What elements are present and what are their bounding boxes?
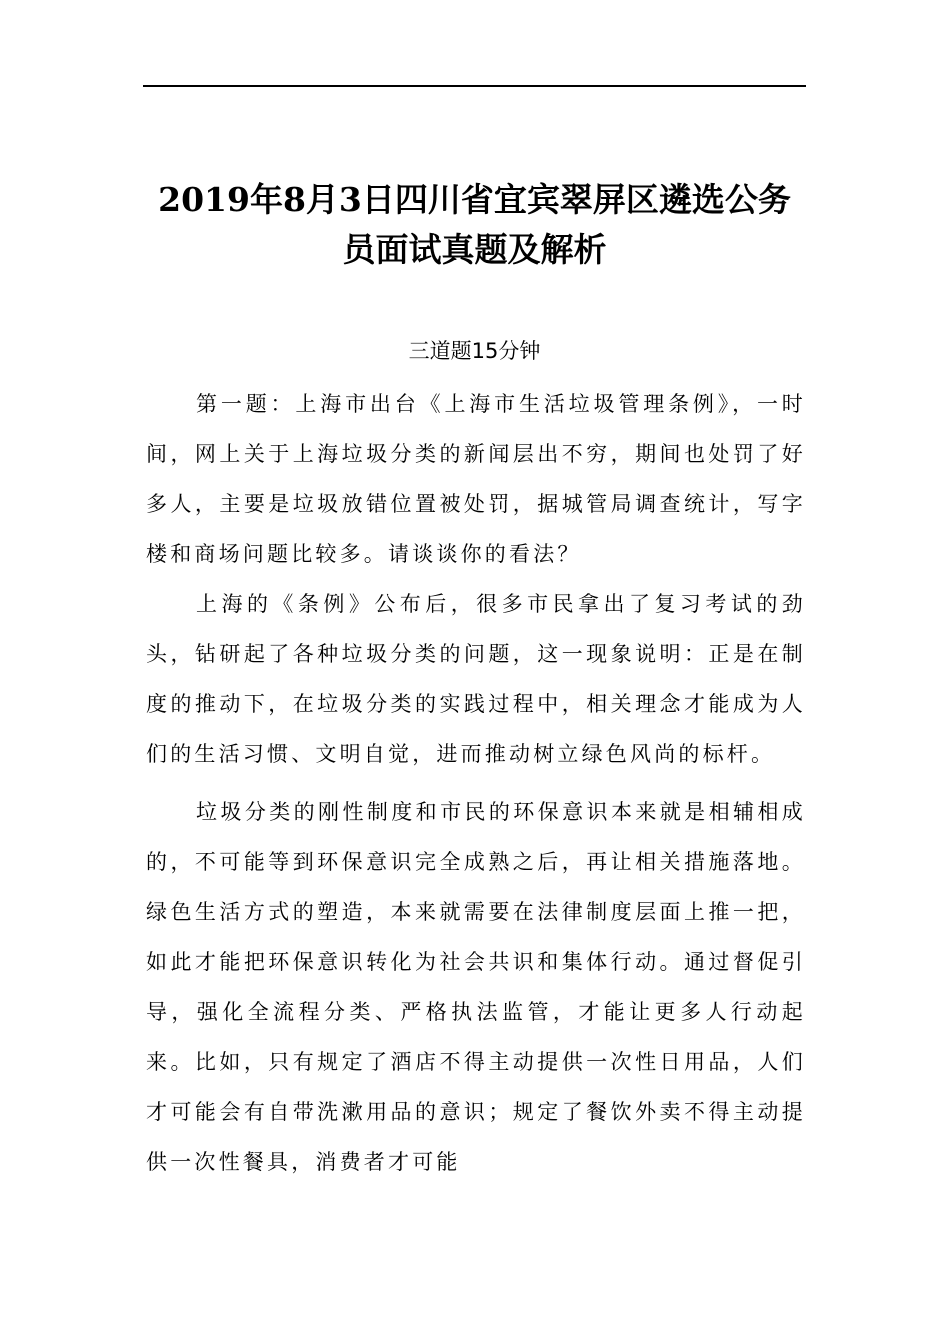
paragraph-answer-1: 上海的《条例》公布后，很多市民拿出了复习考试的劲头，钻研起了各种垃圾分类的问题，这一现象说明：正是在制度的推动下，在垃圾分类的实践过程中，相关理念才能成为人们的生活习惯、文明自觉，进而推动树立绿色风尚的标杆。 — [146, 592, 806, 766]
document-title: 2019年8月3日四川省宜宾翠屏区遴选公务员面试真题及解析 — [158, 180, 791, 269]
paragraph-answer-2: 垃圾分类的刚性制度和市民的环保意识本来就是相辅相成的，不可能等到环保意识完全成熟之后，再让相关措施落地。绿色生活方式的塑造，本来就需要在法律制度层面上推一把，如此才能把环保意识转化为社会共识和集体行动。通过督促引导，强化全流程分类、严格执法监管，才能让更多人行动起来。比如，只有规定了酒店不得主动提供一次性日用品，人们才可能会有自带洗漱用品的意识；规定了餐饮外卖不得主动提供一次性餐具，消费者才可能 — [146, 800, 806, 1174]
document-body — [146, 379, 806, 1187]
paragraph-question-1: 第一题：上海市出台《上海市生活垃圾管理条例》，一时间，网上关于上海垃圾分类的新闻层出不穷，期间也处罚了好多人，主要是垃圾放错位置被处罚，据城管局调查统计，写字楼和商场问题比较多。请谈谈你的看法？ — [146, 392, 806, 566]
document-subtitle: 三道题15分钟 — [408, 339, 541, 363]
header-rule — [143, 85, 806, 87]
